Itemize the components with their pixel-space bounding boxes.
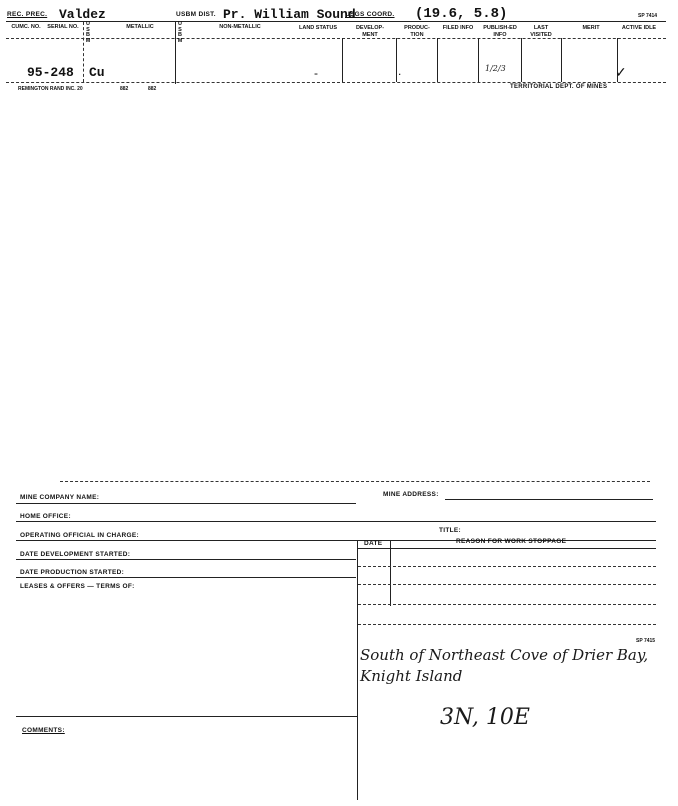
rec-prec-label: REC. PREC. — [7, 11, 48, 18]
date-col-divider — [390, 540, 391, 606]
card-form-number: SP 7414 — [638, 13, 658, 19]
comments-label: COMMENTS: — [22, 727, 65, 734]
row-development-mark: . — [398, 64, 402, 78]
stoppage-row-4 — [358, 624, 656, 625]
reason-col-label: REASON FOR WORK STOPPAGE — [456, 538, 567, 545]
usgs-coord-label: USGS COORD. — [345, 11, 395, 18]
printer-num-b: 882 — [148, 86, 157, 92]
row-published-info-mark: 1/2/3 — [485, 64, 506, 73]
header-divider — [6, 38, 666, 39]
mine-company-name-label: MINE COMPANY NAME: — [20, 494, 100, 501]
divider-usbm-a — [83, 22, 84, 82]
center-divider — [357, 540, 358, 800]
col-last-visited: LAST VISITED — [530, 25, 552, 38]
col-published-info: PUBLISH-ED INFO — [483, 25, 517, 38]
col-merit: MERIT — [582, 25, 600, 31]
divider-production — [396, 38, 397, 82]
date-development-label: DATE DEVELOPMENT STARTED: — [20, 551, 131, 558]
col-serial-no: SERIAL NO. — [47, 24, 79, 30]
row-metal: Cu — [89, 65, 105, 80]
back-top-border — [60, 481, 650, 482]
rec-prec-value: Valdez — [59, 7, 106, 22]
location-line-2: Knight Island — [360, 667, 463, 685]
grid-reference: 3N, 10E — [440, 705, 530, 730]
printer-note: REMINGTON RAND INC. 20 — [18, 86, 83, 92]
stoppage-row-1 — [358, 566, 656, 567]
date-col-label: DATE — [364, 540, 383, 547]
usgs-coord-value: (19.6, 5.8) — [415, 6, 508, 22]
row-number: 95-248 — [27, 65, 74, 80]
divider-merit — [561, 38, 562, 82]
col-active-idle: ACTIVE IDLE — [621, 25, 657, 31]
col-usbm-a: U S B M — [85, 21, 91, 44]
row-bottom-line — [6, 82, 666, 83]
date-development-line — [16, 559, 356, 560]
row-active-idle-mark: ✓ — [615, 64, 627, 80]
divider-last-visited — [521, 38, 522, 82]
divider-filed — [437, 38, 438, 82]
date-production-label: DATE PRODUCTION STARTED: — [20, 569, 125, 576]
col-usbm-b: U S B M — [177, 21, 183, 44]
col-production: PRODUC-TION — [404, 25, 430, 38]
comments-top-line — [16, 716, 358, 717]
divider-published — [478, 38, 479, 82]
mine-address-label: MINE ADDRESS: — [383, 491, 439, 498]
operating-official-label: OPERATING OFFICIAL IN CHARGE: — [20, 532, 139, 539]
leases-label: LEASES & OFFERS — TERMS OF: — [20, 583, 135, 590]
back-form-number: SP 7415 — [636, 638, 656, 644]
usbm-dist-label: USBM DIST. — [176, 11, 216, 18]
mine-address-line — [445, 499, 653, 500]
title-label: TITLE: — [439, 527, 462, 534]
department-label: TERRITORIAL DEPT. OF MINES — [510, 84, 608, 90]
col-development: DEVELOP-MENT — [355, 25, 385, 38]
stoppage-row-3 — [358, 604, 656, 605]
col-metallic: METALLIC — [126, 24, 154, 30]
location-line-1: South of Northeast Cove of Drier Bay, — [360, 646, 649, 664]
mine-company-name-line — [16, 503, 356, 504]
col-filed-info: FILED INFO — [442, 25, 474, 31]
row-land-status-mark: - — [314, 66, 318, 80]
col-cum-no: CUMC. NO. — [11, 24, 41, 30]
stoppage-header-line — [358, 548, 656, 549]
usbm-dist-value: Pr. William Sound — [223, 7, 356, 22]
stoppage-row-2 — [358, 584, 656, 585]
rec-prec-underline — [56, 21, 166, 22]
home-office-label: HOME OFFICE: — [20, 513, 71, 520]
col-land-status: LAND STATUS — [299, 25, 337, 31]
date-production-line — [16, 577, 356, 578]
divider-non-metallic — [175, 22, 176, 84]
divider-development — [342, 38, 343, 82]
col-non-metallic: NON-METALLIC — [219, 24, 261, 30]
home-office-line — [16, 521, 656, 522]
printer-num-a: 882 — [120, 86, 129, 92]
